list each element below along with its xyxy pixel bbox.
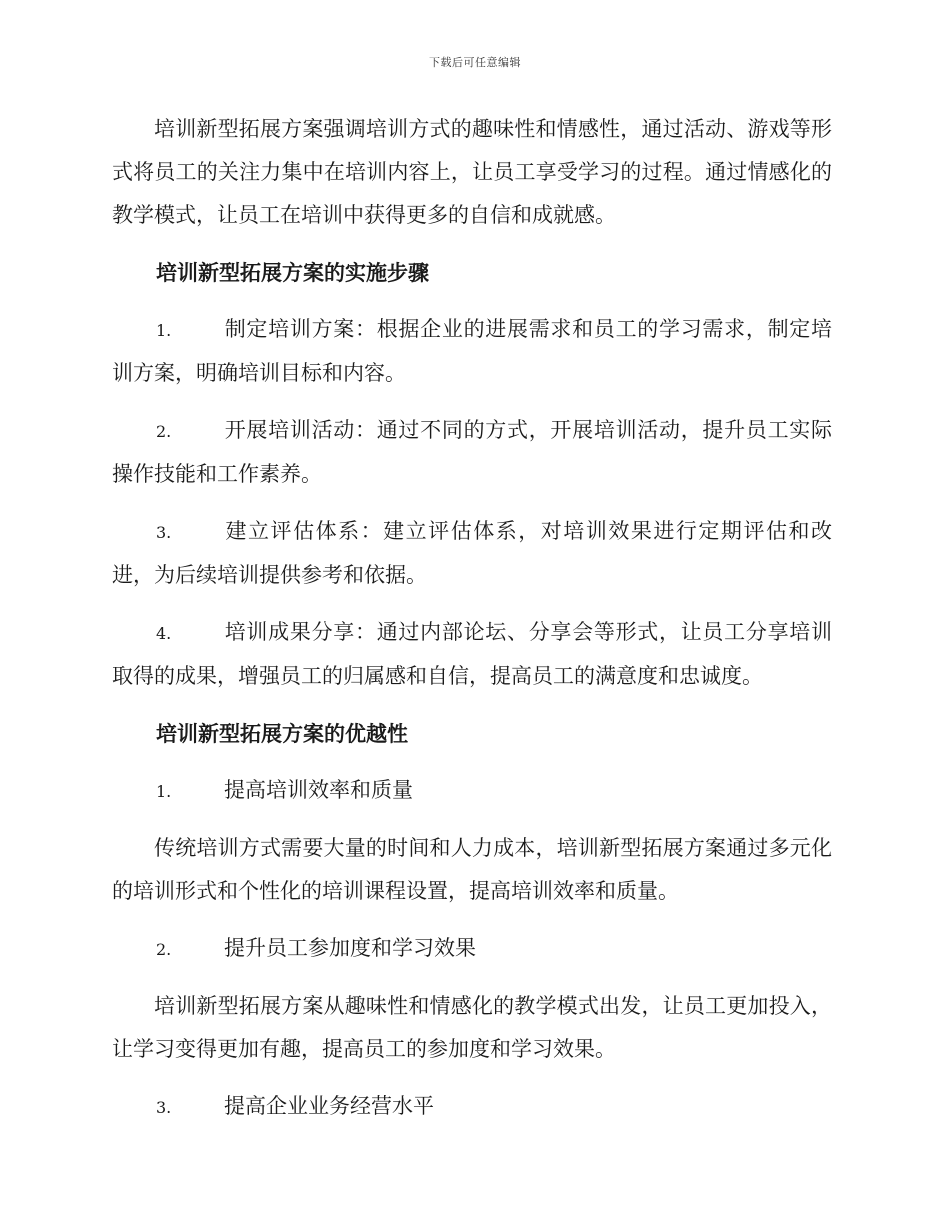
advantage-item-2-body: 培训新型拓展方案从趣味性和情感化的教学模式出发，让员工更加投入，让学习变得更加有趣，提高员工的参加度和学习效果。 — [112, 994, 832, 1061]
step-text: 培训成果分享：通过内部论坛、分享会等形式，让员工分享培训取得的成果，增强员工的归属感和自信，提高员工的满意度和忠诚度。 — [112, 620, 832, 688]
step-text: 开展培训活动：通过不同的方式，开展培训活动，提升员工实际操作技能和工作素养。 — [112, 418, 832, 486]
header-note: 下载后可任意编辑 — [429, 56, 521, 69]
document-body — [112, 108, 832, 1143]
step-item-2 — [112, 409, 832, 496]
advantage-number: 1. — [156, 782, 172, 801]
advantage-number: 2. — [156, 940, 172, 959]
advantage-item-3-title — [112, 1085, 832, 1129]
step-number: 3. — [156, 523, 172, 542]
advantage-title: 提高培训效率和质量 — [224, 778, 413, 802]
step-number: 1. — [156, 321, 172, 340]
step-item-4 — [112, 611, 832, 698]
advantage-item-2-title — [112, 927, 832, 971]
step-text: 制定培训方案：根据企业的进展需求和员工的学习需求，制定培训方案，明确培训目标和内容。 — [112, 317, 832, 385]
step-item-3 — [112, 510, 832, 597]
advantages-heading: 培训新型拓展方案的优越性 — [156, 721, 408, 746]
advantage-number: 3. — [156, 1098, 172, 1117]
step-item-1 — [112, 308, 832, 395]
step-text: 建立评估体系：建立评估体系，对培训效果进行定期评估和改进，为后续培训提供参考和依据。 — [112, 519, 832, 587]
step-number: 2. — [156, 422, 172, 441]
advantage-item-1-title — [112, 769, 832, 813]
advantage-item-1-body: 传统培训方式需要大量的时间和人力成本，培训新型拓展方案通过多元化的培训形式和个性化的培训课程设置，提高培训效率和质量。 — [112, 836, 832, 903]
advantage-title: 提高企业业务经营水平 — [224, 1094, 434, 1118]
intro-paragraph: 培训新型拓展方案强调培训方式的趣味性和情感性，通过活动、游戏等形式将员工的关注力集中在培训内容上，让员工享受学习的过程。通过情感化的教学模式，让员工在培训中获得更多的自信和成就感。 — [112, 117, 832, 227]
step-number: 4. — [156, 624, 172, 643]
steps-heading: 培训新型拓展方案的实施步骤 — [156, 260, 429, 285]
advantage-title: 提升员工参加度和学习效果 — [224, 936, 476, 960]
